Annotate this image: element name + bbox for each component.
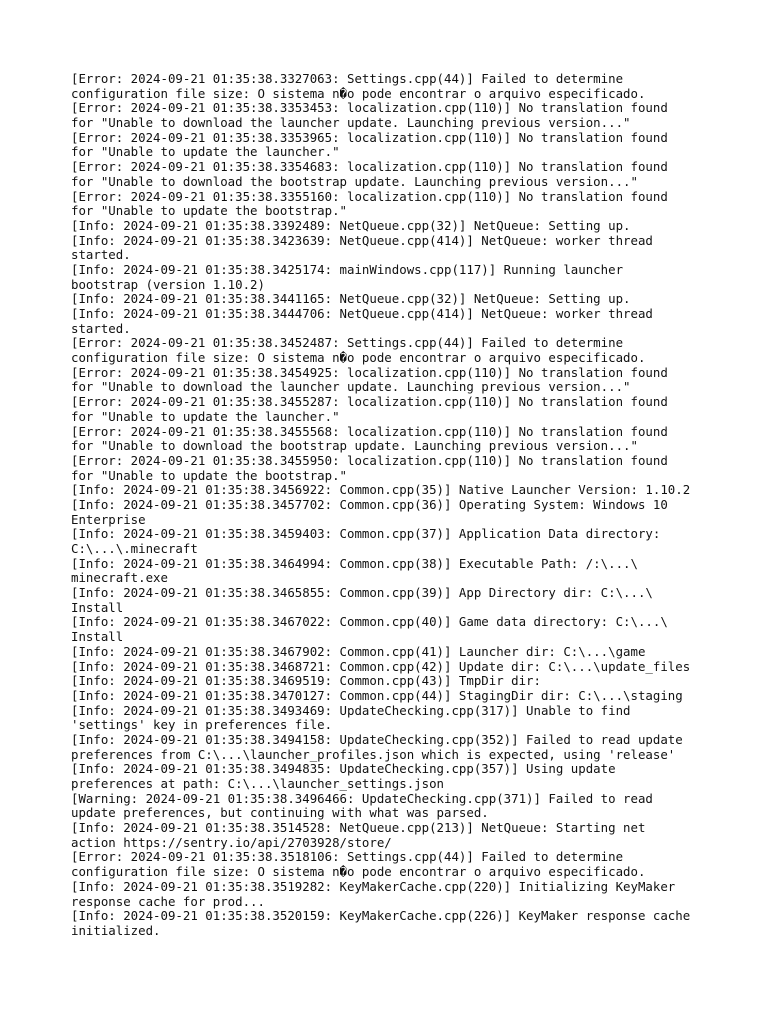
log-line: [Error: 2024-09-21 01:35:38.3518106: Settings.cpp(44)] Failed to determine [71,849,624,865]
log-line: for "Unable to update the launcher." [71,144,340,160]
log-line: [Error: 2024-09-21 01:35:38.3455568: localization.cpp(110)] No translation found [71,423,668,439]
log-line: [Info: 2024-09-21 01:35:38.3425174: mainWindows.cpp(117)] Running launcher [71,261,624,277]
log-line: configuration file size: O sistema n�o pode encontrar o arquivo especificado. [71,350,646,366]
log-line: preferences from C:\...\launcher_profiles.json which is expected, using 'release' [71,746,676,762]
log-line: [Error: 2024-09-21 01:35:38.3455950: localization.cpp(110)] No translation found [71,452,668,468]
log-line: [Info: 2024-09-21 01:35:38.3465855: Common.cpp(39)] App Directory dir: C:\...\ [71,585,653,601]
log-line: [Info: 2024-09-21 01:35:38.3392489: NetQueue.cpp(32)] NetQueue: Setting up. [71,217,631,233]
log-line: started. [71,320,131,336]
log-line: [Info: 2024-09-21 01:35:38.3467902: Common.cpp(41)] Launcher dir: C:\...\game [71,643,646,659]
log-line: [Info: 2024-09-21 01:35:38.3519282: KeyMakerCache.cpp(220)] Initializing KeyMaker [71,878,676,894]
log-line: configuration file size: O sistema n�o pode encontrar o arquivo especificado. [71,864,646,880]
log-line: preferences at path: C:\...\launcher_settings.json [71,776,444,791]
log-line: [Info: 2024-09-21 01:35:38.3468721: Common.cpp(42)] Update dir: C:\...\update_files [71,658,691,674]
log-line: [Info: 2024-09-21 01:35:38.3493469: UpdateChecking.cpp(317)] Unable to find [71,702,631,718]
log-line: minecraft.exe [71,570,168,586]
log-line: C:\...\.minecraft [71,541,198,556]
log-line: update preferences, but continuing with what was parsed. [71,805,489,821]
log-line: 'settings' key in preferences file. [71,717,333,733]
log-line: [Error: 2024-09-21 01:35:38.3355160: localization.cpp(110)] No translation found [71,188,668,204]
log-line: response cache for prod... [71,893,265,909]
log-line: [Info: 2024-09-21 01:35:38.3494835: UpdateChecking.cpp(357)] Using update [71,761,616,777]
log-line: [Info: 2024-09-21 01:35:38.3469519: Common.cpp(43)] TmpDir dir: [71,673,541,689]
log-line: Install [71,629,124,645]
log-line: action https://sentry.io/api/2703928/store/ [71,834,392,850]
log-line: [Info: 2024-09-21 01:35:38.3520159: KeyMakerCache.cpp(226)] KeyMaker response cache [71,908,691,924]
log-line: [Info: 2024-09-21 01:35:38.3464994: Common.cpp(38)] Executable Path: /:\...\ [71,555,638,571]
log-line: [Info: 2024-09-21 01:35:38.3457702: Common.cpp(36)] Operating System: Windows 10 [71,496,668,512]
log-line: [Error: 2024-09-21 01:35:38.3353453: localization.cpp(110)] No translation found [71,100,668,116]
log-line: [Error: 2024-09-21 01:35:38.3455287: localization.cpp(110)] No translation found [71,394,668,410]
log-line: Enterprise [71,511,146,527]
log-line: [Info: 2024-09-21 01:35:38.3441165: NetQueue.cpp(32)] NetQueue: Setting up. [71,291,631,307]
log-line: [Info: 2024-09-21 01:35:38.3456922: Common.cpp(35)] Native Launcher Version: 1.10.2 [71,482,691,498]
log-line: for "Unable to download the bootstrap update. Launching previous version..." [71,173,638,189]
log-line: started. [71,247,131,263]
log-line: [Info: 2024-09-21 01:35:38.3470127: Common.cpp(44)] StagingDir dir: C:\...\staging [71,687,683,703]
log-line: [Info: 2024-09-21 01:35:38.3444706: NetQueue.cpp(414)] NetQueue: worker thread [71,306,653,321]
log-line: [Info: 2024-09-21 01:35:38.3467022: Common.cpp(40)] Game data directory: C:\...\ [71,614,668,630]
log-line: [Info: 2024-09-21 01:35:38.3423639: NetQueue.cpp(414)] NetQueue: worker thread [71,232,653,248]
log-line: [Info: 2024-09-21 01:35:38.3494158: UpdateChecking.cpp(352)] Failed to read update [71,731,683,747]
log-line: initialized. [71,922,161,938]
log-line: [Info: 2024-09-21 01:35:38.3459403: Common.cpp(37)] Application Data directory: [71,526,661,542]
log-line: bootstrap (version 1.10.2) [71,276,265,292]
log-line: [Info: 2024-09-21 01:35:38.3514528: NetQueue.cpp(213)] NetQueue: Starting net [71,820,646,836]
log-line: configuration file size: O sistema n�o pode encontrar o arquivo especificado. [71,85,646,101]
log-line: for "Unable to update the bootstrap." [71,467,348,483]
log-line: [Error: 2024-09-21 01:35:38.3353965: localization.cpp(110)] No translation found [71,129,668,145]
log-line: for "Unable to download the launcher update. Launching previous version..." [71,379,631,395]
log-line: for "Unable to download the launcher update. Launching previous version..." [71,115,631,131]
log-line: [Warning: 2024-09-21 01:35:38.3496466: UpdateChecking.cpp(371)] Failed to read [71,790,653,806]
log-line: [Error: 2024-09-21 01:35:38.3354683: localization.cpp(110)] No translation found [71,159,668,175]
log-line: [Error: 2024-09-21 01:35:38.3327063: Settings.cpp(44)] Failed to determine [71,71,624,86]
log-line: for "Unable to update the bootstrap." [71,203,348,219]
log-line: for "Unable to update the launcher." [71,408,340,424]
log-line: for "Unable to download the bootstrap update. Launching previous version..." [71,438,638,454]
log-text-block [71,72,731,939]
log-line: Install [71,599,124,615]
log-line: [Error: 2024-09-21 01:35:38.3454925: localization.cpp(110)] No translation found [71,364,668,380]
log-line: [Error: 2024-09-21 01:35:38.3452487: Settings.cpp(44)] Failed to determine [71,335,624,351]
